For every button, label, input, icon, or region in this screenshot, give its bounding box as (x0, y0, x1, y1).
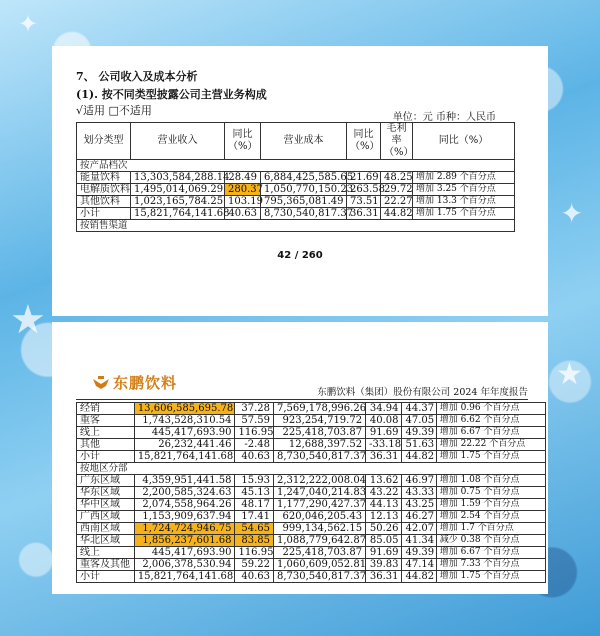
revenue-yoy-cell: 37.28 (235, 403, 274, 415)
revenue-cell: 15,821,764,141.68 (131, 208, 225, 220)
section-label: 按产品档次 (77, 160, 515, 172)
row-type-cell: 小计 (77, 571, 135, 583)
revenue-yoy-cell: 116.95 (235, 427, 274, 439)
gross-margin-cell: 43.25 (402, 499, 436, 511)
cost-cell: 8,730,540,817.37 (274, 451, 366, 463)
revenue-yoy-cell: 28.49 (225, 172, 261, 184)
gross-margin-cell: 51.63 (402, 439, 436, 451)
revenue-cell: 15,821,764,141.68 (134, 571, 235, 583)
table-row (77, 196, 515, 208)
table-row (77, 208, 515, 220)
cost-cell: 2,312,222,008.04 (274, 475, 366, 487)
row-type-cell: 小计 (77, 451, 135, 463)
revenue-yoy-cell: 40.63 (235, 571, 274, 583)
gross-margin-cell: 43.33 (402, 487, 436, 499)
cost-yoy-cell: 40.08 (366, 415, 402, 427)
gross-margin-cell: 44.37 (402, 403, 436, 415)
revenue-cell: 2,006,378,530.94 (134, 559, 235, 571)
cost-cell: 999,134,562.15 (274, 523, 366, 535)
row-type-cell: 重客 (77, 415, 135, 427)
column-header: 划分类型 (77, 123, 131, 160)
margin-yoy-cell: 增加 1.7 个百分点 (436, 523, 545, 535)
row-type-cell: 华北区域 (77, 535, 135, 547)
gross-margin-cell: 48.25 (381, 172, 413, 184)
cost-yoy-cell: 43.22 (366, 487, 402, 499)
column-header: 营业收入 (131, 123, 225, 160)
section-label: 按地区分部 (77, 463, 546, 475)
revenue-cell: 1,743,528,310.54 (134, 415, 235, 427)
table-row (77, 487, 546, 499)
cost-yoy-cell: 12.13 (366, 511, 402, 523)
revenue-cell: 4,359,951,441.58 (134, 475, 235, 487)
row-type-cell: 能量饮料 (77, 172, 131, 184)
row-type-cell: 华中区域 (77, 499, 135, 511)
margin-yoy-cell: 增加 2.54 个百分点 (436, 511, 545, 523)
revenue-cell: 13,303,584,288.14 (131, 172, 225, 184)
gross-margin-cell: 49.39 (402, 547, 436, 559)
revenue-cell: 445,417,693.90 (134, 547, 235, 559)
revenue-cell: 1,153,909,637.94 (134, 511, 235, 523)
gross-margin-cell: 44.82 (402, 451, 436, 463)
row-type-cell: 广东区域 (77, 475, 135, 487)
row-type-cell: 华东区域 (77, 487, 135, 499)
section-label-row (77, 463, 546, 475)
cost-yoy-cell: 13.62 (366, 475, 402, 487)
column-header: 毛利率（%） (381, 123, 413, 160)
table-row (77, 559, 546, 571)
row-type-cell: 其他 (77, 439, 135, 451)
table-row (77, 184, 515, 196)
revenue-yoy-cell: 57.59 (235, 415, 274, 427)
margin-yoy-cell: 增加 6.67 个百分点 (436, 427, 545, 439)
margin-yoy-cell: 增加 13.3 个百分点 (413, 196, 515, 208)
star-decoration-icon: ★ (10, 297, 46, 343)
column-header: 同比（%） (347, 123, 381, 160)
cost-yoy-cell: 21.69 (347, 172, 381, 184)
cost-cell: 6,884,425,585.65 (261, 172, 347, 184)
cost-yoy-cell: 36.31 (366, 571, 402, 583)
table-row (77, 172, 515, 184)
table-row (77, 511, 546, 523)
gross-margin-cell: 44.82 (402, 571, 436, 583)
gross-margin-cell: 44.82 (381, 208, 413, 220)
revenue-yoy-cell: 17.41 (235, 511, 274, 523)
margin-yoy-cell: 增加 1.75 个百分点 (413, 208, 515, 220)
column-header: 同比（%） (225, 123, 261, 160)
column-header: 营业成本 (261, 123, 347, 160)
margin-yoy-cell: 增加 7.33 个百分点 (436, 559, 545, 571)
revenue-yoy-cell: 48.17 (235, 499, 274, 511)
row-type-cell: 线上 (77, 427, 135, 439)
revenue-by-channel-region-table (76, 402, 546, 583)
table-row (77, 451, 546, 463)
row-type-cell: 经销 (77, 403, 135, 415)
table-row (77, 547, 546, 559)
cost-yoy-cell: 73.51 (347, 196, 381, 208)
revenue-cell: 1,495,014,069.29 (131, 184, 225, 196)
margin-yoy-cell: 减少 0.38 个百分点 (436, 535, 545, 547)
cost-cell: 923,254,719.72 (274, 415, 366, 427)
table-row (77, 403, 546, 415)
report-page-43 (52, 322, 548, 594)
margin-yoy-cell: 增加 0.96 个百分点 (436, 403, 545, 415)
table-row (77, 571, 546, 583)
section-subheading: (1). 按不同类型披露公司主营业务构成 (76, 88, 267, 101)
table-row (77, 499, 546, 511)
row-type-cell: 西南区域 (77, 523, 135, 535)
margin-yoy-cell: 增加 22.22 个百分点 (436, 439, 545, 451)
margin-yoy-cell: 增加 1.75 个百分点 (436, 571, 545, 583)
margin-yoy-cell: 增加 1.75 个百分点 (436, 451, 545, 463)
cost-yoy-cell: 44.13 (366, 499, 402, 511)
row-type-cell: 其他饮料 (77, 196, 131, 208)
revenue-yoy-cell: 59.22 (235, 559, 274, 571)
revenue-cell: 26,232,441.46 (134, 439, 235, 451)
applicability-checkbox-line: √适用 □不适用 (76, 104, 152, 117)
page-number: 42 / 260 (277, 250, 323, 261)
cost-cell: 1,177,290,427.37 (274, 499, 366, 511)
row-type-cell: 小计 (77, 208, 131, 220)
table-row (77, 439, 546, 451)
row-type-cell: 重客及其他 (77, 559, 135, 571)
table-row (77, 535, 546, 547)
report-page-42 (52, 46, 548, 316)
cost-cell: 1,088,779,642.87 (274, 535, 366, 547)
margin-yoy-cell: 增加 3.25 个百分点 (413, 184, 515, 196)
company-logo (92, 372, 177, 393)
section-label-row (77, 160, 515, 172)
cost-cell: 225,418,703.87 (274, 547, 366, 559)
margin-yoy-cell: 增加 2.89 个百分点 (413, 172, 515, 184)
table-row (77, 427, 546, 439)
section-label: 按销售渠道 (77, 220, 515, 232)
revenue-cell: 1,724,724,946.75 (134, 523, 235, 535)
gross-margin-cell: 41.34 (402, 535, 436, 547)
cost-cell: 620,046,205.43 (274, 511, 366, 523)
revenue-yoy-cell: 116.95 (235, 547, 274, 559)
table-row (77, 523, 546, 535)
revenue-cell: 13,606,585,695.78 (134, 403, 235, 415)
section-label-row (77, 220, 515, 232)
gross-margin-cell: 29.72 (381, 184, 413, 196)
revenue-cell: 1,856,237,601.68 (134, 535, 235, 547)
section-heading: 7、 公司收入及成本分析 (76, 70, 198, 83)
gross-margin-cell: 49.39 (402, 427, 436, 439)
star-decoration-icon: ✦ (18, 10, 39, 38)
row-type-cell: 广西区域 (77, 511, 135, 523)
revenue-yoy-cell: 54.65 (235, 523, 274, 535)
cost-yoy-cell: 91.69 (366, 547, 402, 559)
cost-cell: 12,688,397.52 (274, 439, 366, 451)
revenue-yoy-cell: -2.48 (235, 439, 274, 451)
unit-currency-label: 单位：元 币种：人民币 (392, 112, 496, 123)
margin-yoy-cell: 增加 1.59 个百分点 (436, 499, 545, 511)
margin-yoy-cell: 增加 6.62 个百分点 (436, 415, 545, 427)
margin-yoy-cell: 增加 6.67 个百分点 (436, 547, 545, 559)
cost-yoy-cell: 263.58 (347, 184, 381, 196)
logo-text: 东鹏饮料 (113, 374, 178, 392)
cost-yoy-cell: -33.18 (366, 439, 402, 451)
eagle-logo-icon (92, 376, 110, 390)
gross-margin-cell: 46.97 (402, 475, 436, 487)
cost-cell: 1,050,770,150.23 (261, 184, 347, 196)
revenue-yoy-cell: 103.19 (225, 196, 261, 208)
cost-cell: 225,418,703.87 (274, 427, 366, 439)
revenue-cell: 15,821,764,141.68 (134, 451, 235, 463)
report-title: 东鹏饮料（集团）股份有限公司 2024 年年度报告 (317, 387, 528, 398)
cost-yoy-cell: 36.31 (347, 208, 381, 220)
table-row (77, 475, 546, 487)
column-header: 同比（%） (413, 123, 515, 160)
revenue-yoy-cell: 40.63 (235, 451, 274, 463)
star-decoration-icon: ✦ (560, 197, 584, 230)
cost-yoy-cell: 85.05 (366, 535, 402, 547)
cost-cell: 8,730,540,817.37 (261, 208, 347, 220)
revenue-cell: 445,417,693.90 (134, 427, 235, 439)
cost-yoy-cell: 50.26 (366, 523, 402, 535)
revenue-cell: 2,200,585,324.63 (134, 487, 235, 499)
header-divider (76, 399, 528, 400)
cost-yoy-cell: 39.83 (366, 559, 402, 571)
cost-cell: 795,365,081.49 (261, 196, 347, 208)
row-type-cell: 电解质饮料 (77, 184, 131, 196)
revenue-cell: 2,074,558,964.26 (134, 499, 235, 511)
cost-cell: 1,060,609,052.81 (274, 559, 366, 571)
gross-margin-cell: 47.05 (402, 415, 436, 427)
cost-cell: 8,730,540,817.37 (274, 571, 366, 583)
cost-yoy-cell: 91.69 (366, 427, 402, 439)
revenue-yoy-cell: 83.85 (235, 535, 274, 547)
cost-cell: 7,569,178,996.26 (274, 403, 366, 415)
revenue-cell: 1,023,165,784.25 (131, 196, 225, 208)
revenue-by-product-table (76, 122, 515, 232)
gross-margin-cell: 42.07 (402, 523, 436, 535)
gross-margin-cell: 46.27 (402, 511, 436, 523)
gross-margin-cell: 47.14 (402, 559, 436, 571)
revenue-yoy-cell: 45.13 (235, 487, 274, 499)
cost-yoy-cell: 34.94 (366, 403, 402, 415)
margin-yoy-cell: 增加 1.08 个百分点 (436, 475, 545, 487)
revenue-yoy-cell: 280.37 (225, 184, 261, 196)
cost-cell: 1,247,040,214.83 (274, 487, 366, 499)
table-header-row (77, 123, 515, 160)
cost-yoy-cell: 36.31 (366, 451, 402, 463)
table-row (77, 415, 546, 427)
revenue-yoy-cell: 15.93 (235, 475, 274, 487)
star-decoration-icon: ★ (556, 357, 583, 392)
margin-yoy-cell: 增加 0.75 个百分点 (436, 487, 545, 499)
revenue-yoy-cell: 40.63 (225, 208, 261, 220)
row-type-cell: 线上 (77, 547, 135, 559)
gross-margin-cell: 22.27 (381, 196, 413, 208)
